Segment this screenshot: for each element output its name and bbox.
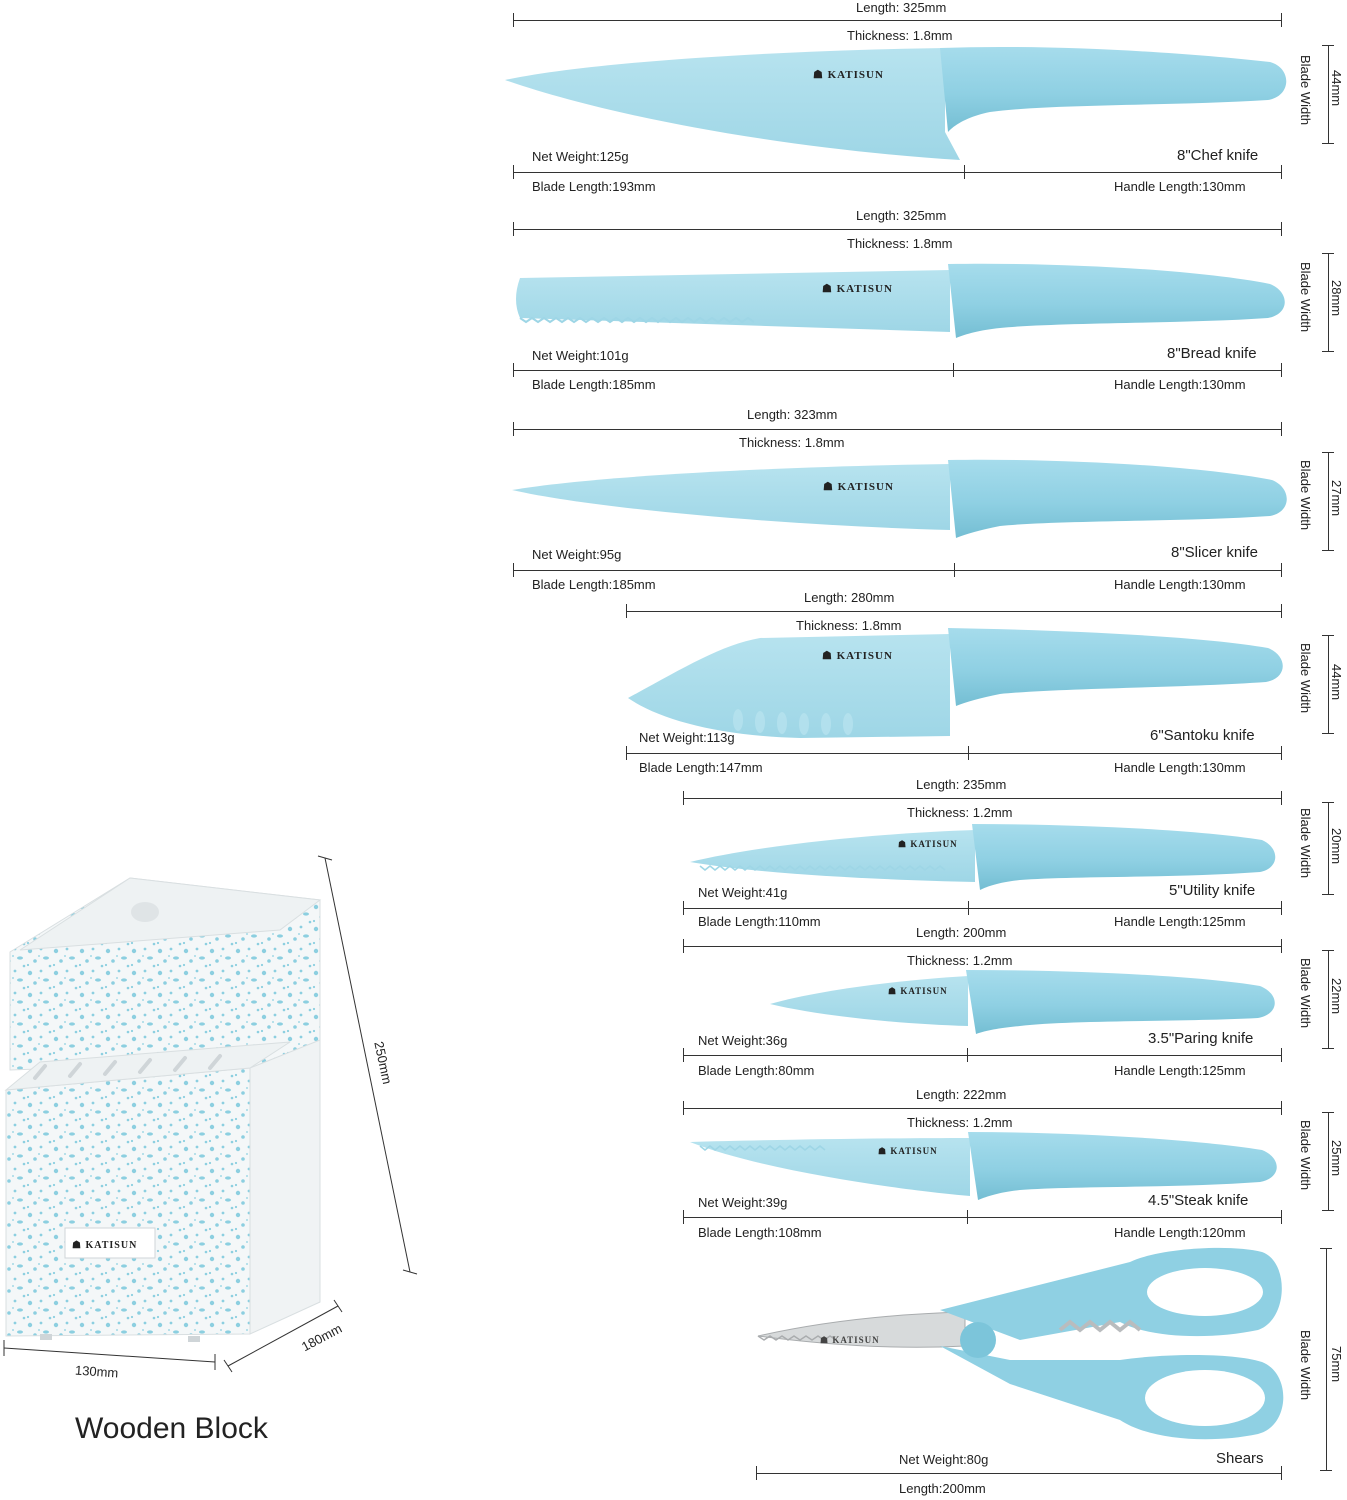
thickness-label: Thickness: 1.2mm [907, 805, 1013, 820]
blade-width-value: 28mm [1329, 280, 1344, 317]
block-width-label: 130mm [74, 1362, 119, 1381]
knife-name: 4.5"Steak knife [1148, 1192, 1249, 1209]
blade-length-label: Blade Length:80mm [698, 1063, 815, 1078]
svg-text:☗ KATISUN: ☗ KATISUN [888, 986, 948, 996]
handle-length-label: Handle Length:125mm [1114, 914, 1246, 929]
svg-text:☗ KATISUN: ☗ KATISUN [72, 1240, 138, 1251]
shears-name: Shears [1216, 1450, 1264, 1467]
svg-text:☗ KATISUN: ☗ KATISUN [813, 69, 884, 81]
weight-label: Net Weight:113g [639, 730, 735, 745]
blade-handle-line [513, 570, 1281, 571]
blade-length-label: Blade Length:110mm [698, 914, 821, 929]
knife-name: 6"Santoku knife [1150, 727, 1255, 744]
svg-text:☗ KATISUN: ☗ KATISUN [878, 1146, 938, 1156]
svg-text:☗ KATISUN: ☗ KATISUN [823, 481, 894, 493]
handle-length-label: Handle Length:130mm [1114, 179, 1246, 194]
length-label: Length: 200mm [916, 925, 1007, 940]
svg-text:☗ KATISUN: ☗ KATISUN [822, 283, 893, 295]
weight-label: Net Weight:39g [698, 1195, 788, 1210]
blade-width-value: 25mm [1329, 1140, 1344, 1177]
utility-knife-image [690, 824, 1275, 890]
knife-name: 8"Chef knife [1177, 147, 1259, 164]
svg-text:☗ KATISUN: ☗ KATISUN [820, 1335, 880, 1345]
thickness-label: Thickness: 1.2mm [907, 1115, 1013, 1130]
thickness-label: Thickness: 1.8mm [739, 435, 845, 450]
weight-label: Net Weight:101g [532, 348, 629, 363]
knife-name: 3.5"Paring knife [1148, 1030, 1254, 1047]
blade-width-label: Blade Width [1298, 460, 1313, 531]
thickness-label: Thickness: 1.8mm [796, 618, 902, 633]
length-line [683, 946, 1281, 947]
length-line [683, 798, 1281, 799]
length-line [513, 229, 1281, 230]
handle-length-label: Handle Length:130mm [1114, 760, 1246, 775]
blade-handle-line [683, 908, 1281, 909]
blade-length-label: Blade Length:147mm [639, 760, 763, 775]
thickness-label: Thickness: 1.2mm [907, 953, 1013, 968]
blade-width-label: Blade Width [1298, 808, 1313, 879]
length-label: Length: 222mm [916, 1087, 1007, 1102]
wooden-block-image [6, 878, 320, 1342]
blade-width-label: Blade Width [1298, 958, 1313, 1029]
thickness-label: Thickness: 1.8mm [847, 236, 953, 251]
length-line [756, 1473, 1281, 1474]
steak-knife-image [690, 1132, 1277, 1200]
handle-length-label: Handle Length:120mm [1114, 1225, 1246, 1240]
svg-text:☗ KATISUN: ☗ KATISUN [822, 650, 893, 662]
length-line [626, 611, 1281, 612]
length-label: Length: 323mm [747, 407, 838, 422]
knife-name: 5"Utility knife [1169, 882, 1256, 899]
weight-label: Net Weight:125g [532, 149, 629, 164]
shears-image [758, 1248, 1283, 1439]
handle-length-label: Handle Length:125mm [1114, 1063, 1246, 1078]
blade-width-value: 75mm [1329, 1346, 1344, 1383]
blade-handle-line [683, 1055, 1281, 1056]
thickness-label: Thickness: 1.8mm [847, 28, 953, 43]
blade-handle-line [683, 1217, 1281, 1218]
block-height-label: 250mm [371, 1040, 396, 1086]
length-label: Length: 325mm [856, 0, 947, 15]
blade-handle-line [626, 753, 1281, 754]
slicer-knife-image [512, 460, 1287, 538]
blade-width-value: 22mm [1329, 978, 1344, 1015]
blade-length-label: Blade Length:193mm [532, 179, 656, 194]
paring-knife-image [770, 970, 1275, 1034]
length-label: Length: 280mm [804, 590, 895, 605]
weight-label: Net Weight:95g [532, 547, 622, 562]
weight-label: Net Weight:36g [698, 1033, 788, 1048]
length-label: Length: 325mm [856, 208, 947, 223]
chef-knife-image [505, 47, 1286, 160]
block-depth-label: 180mm [299, 1320, 345, 1355]
length-line [683, 1108, 1281, 1109]
knife-name: 8"Slicer knife [1171, 544, 1259, 561]
blade-length-label: Blade Length:185mm [532, 577, 656, 592]
blade-width-value: 27mm [1329, 480, 1344, 517]
knife-name: 8"Bread knife [1167, 345, 1257, 362]
blade-handle-line [513, 172, 1281, 173]
weight-label: Net Weight:41g [698, 885, 788, 900]
blade-width-value: 44mm [1329, 70, 1344, 107]
blade-width-label: Blade Width [1298, 643, 1313, 714]
blade-width-label: Blade Width [1298, 262, 1313, 333]
blade-length-label: Blade Length:108mm [698, 1225, 822, 1240]
blade-width-label: Blade Width [1298, 1330, 1313, 1401]
santoku-knife-image [628, 628, 1283, 738]
block-title: Wooden Block [75, 1412, 268, 1445]
blade-length-label: Blade Length:185mm [532, 377, 656, 392]
handle-length-label: Handle Length:130mm [1114, 377, 1246, 392]
handle-length-label: Handle Length:130mm [1114, 577, 1246, 592]
length-label: Length: 235mm [916, 777, 1007, 792]
length-line [513, 20, 1281, 21]
blade-width-value: 44mm [1329, 664, 1344, 701]
blade-width-value: 20mm [1329, 828, 1344, 865]
svg-text:☗ KATISUN: ☗ KATISUN [898, 839, 958, 849]
weight-label: Net Weight:80g [899, 1452, 989, 1467]
bread-knife-image [516, 264, 1285, 338]
length-label: Length:200mm [899, 1481, 986, 1496]
length-line [513, 429, 1281, 430]
blade-width-label: Blade Width [1298, 1120, 1313, 1191]
blade-width-label: Blade Width [1298, 55, 1313, 126]
blade-handle-line [513, 370, 1281, 371]
